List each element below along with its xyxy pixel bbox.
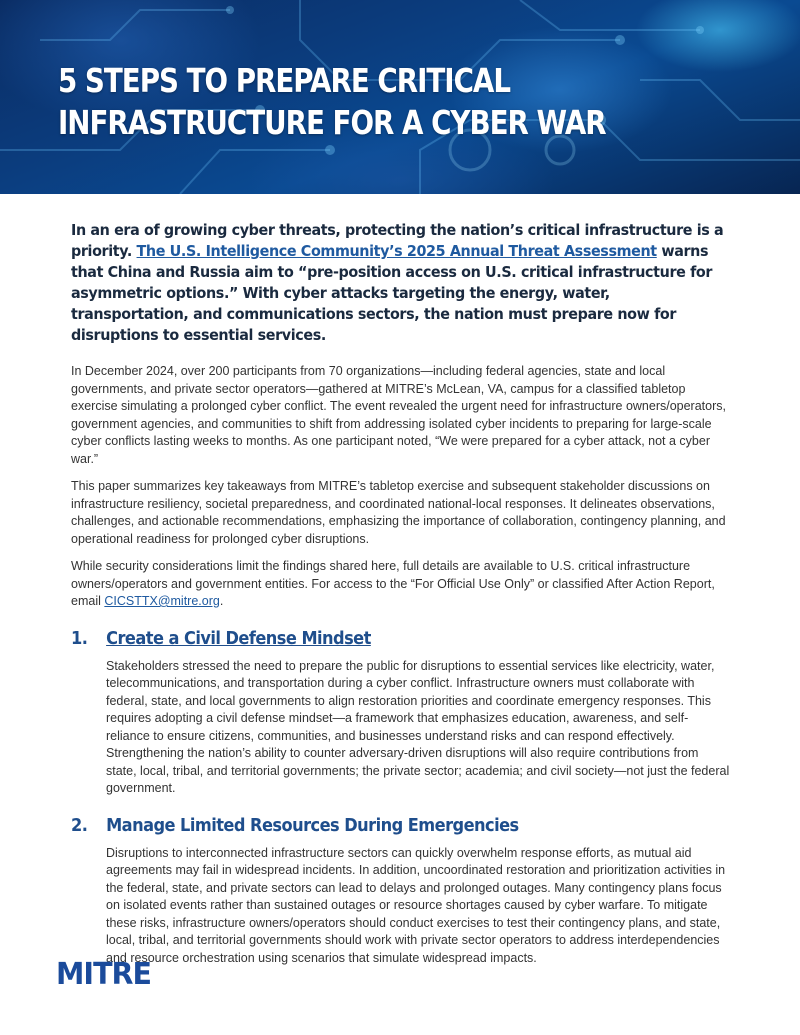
section-civil-defense [71, 627, 731, 798]
section-limited-resources [71, 814, 731, 968]
page-title-line-2: INFRASTRUCTURE FOR A CYBER WAR [58, 103, 606, 142]
section-number: 1. [71, 627, 88, 649]
contact-email-link[interactable]: CICSTTX@mitre.org [104, 594, 220, 608]
section-title-link[interactable]: Create a Civil Defense Mindset [106, 627, 371, 649]
paragraph-exercise: In December 2024, over 200 participants from 70 organizations—including federal agencies, state and local governments, and private sector operators—gathered at MITRE’s McLean, VA, campus for a classified tabletop exercise simulating a prolonged cyber conflict. The event revealed the urgent need for infrastructure owners/operators, government agencies, and communities to shift from addressing isolated cyber incidents to preparing for large-scale cyber conflicts lasting weeks to months. As one participant noted, “We were prepared for a cyber attack, not a cyber war.” [71, 364, 726, 466]
intro-paragraph [71, 220, 730, 346]
page-title [58, 60, 646, 144]
section-heading [71, 814, 665, 838]
threat-assessment-link[interactable]: The U.S. Intelligence Community’s 2025 Annual Threat Assessment [136, 242, 657, 260]
paragraph-summary: This paper summarizes key takeaways from MITRE’s tabletop exercise and subsequent stakeholder discussions on infrastructure resiliency, societal preparedness, and coordinated national-local responses. It delineates observations, challenges, and actionable recommendations, emphasizing the importance of collaboration, contingency planning, and operational readiness for prolonged cyber disruptions. [71, 479, 726, 546]
article-body [71, 220, 731, 967]
access-text-end: . [219, 594, 224, 608]
access-text: While security considerations limit the findings shared here, full details are available to U.S. critical infrastructure owners/operators and government entities. For access to the “For Official Use Only” or classified After Action Report, email [71, 559, 715, 608]
section-number: 2. [71, 814, 88, 836]
section-heading [71, 627, 665, 651]
hero-banner [0, 0, 800, 194]
section-title: Manage Limited Resources During Emergencies [106, 814, 519, 836]
mitre-logo: MITRE [56, 957, 152, 992]
section-body: Disruptions to interconnected infrastructure sectors can quickly overwhelm response efforts, as mutual aid agreements may fail in widespread incidents. In addition, uncoordinated restoration and prioritization activities in the federal, state, and private sectors can lead to delays and prolonged outages. Many contingency plans focus on isolated events rather than sustained outages or resource shortages caused by cyber warfare. To mitigate these risks, infrastructure owners/operators should conduct exercises to test their contingency plans, and state, local, tribal, and territorial governments should work with private sector operators to address interdependencies and resource orchestration using scenarios that simulate widespread impacts. [106, 845, 726, 965]
intro-lead: In an era of growing cyber threats, protecting the nation’s critical infrastructure is a priority. [71, 221, 724, 260]
paragraph-access [71, 558, 731, 611]
page-title-line-1: 5 STEPS TO PREPARE CRITICAL [58, 61, 511, 100]
section-body: Stakeholders stressed the need to prepare the public for disruptions to essential services like electricity, water, telecommunications, and transportation during a cyber conflict. Infrastructure owners must collaborate with federal, state, and local governments to align restoration priorities and coordinate emergency responses. This requires adopting a civil defense mindset—a framework that emphasizes education, awareness, and self-reliance to ensure citizens, communities, and businesses understand risks and can respond effectively. Strengthening the nation’s ability to counter adversary-driven disruptions will also require contributions from state, local, tribal, and territorial governments; the private sector; academia; and civil society—not just the federal government. [106, 658, 730, 795]
intro-rest: warns that China and Russia aim to “pre-position access on U.S. critical infrastructure for asymmetric options.” With cyber attacks targeting the energy, water, transportation, and communications sectors, the nation must prepare now for disruptions to essential services. [71, 242, 713, 344]
